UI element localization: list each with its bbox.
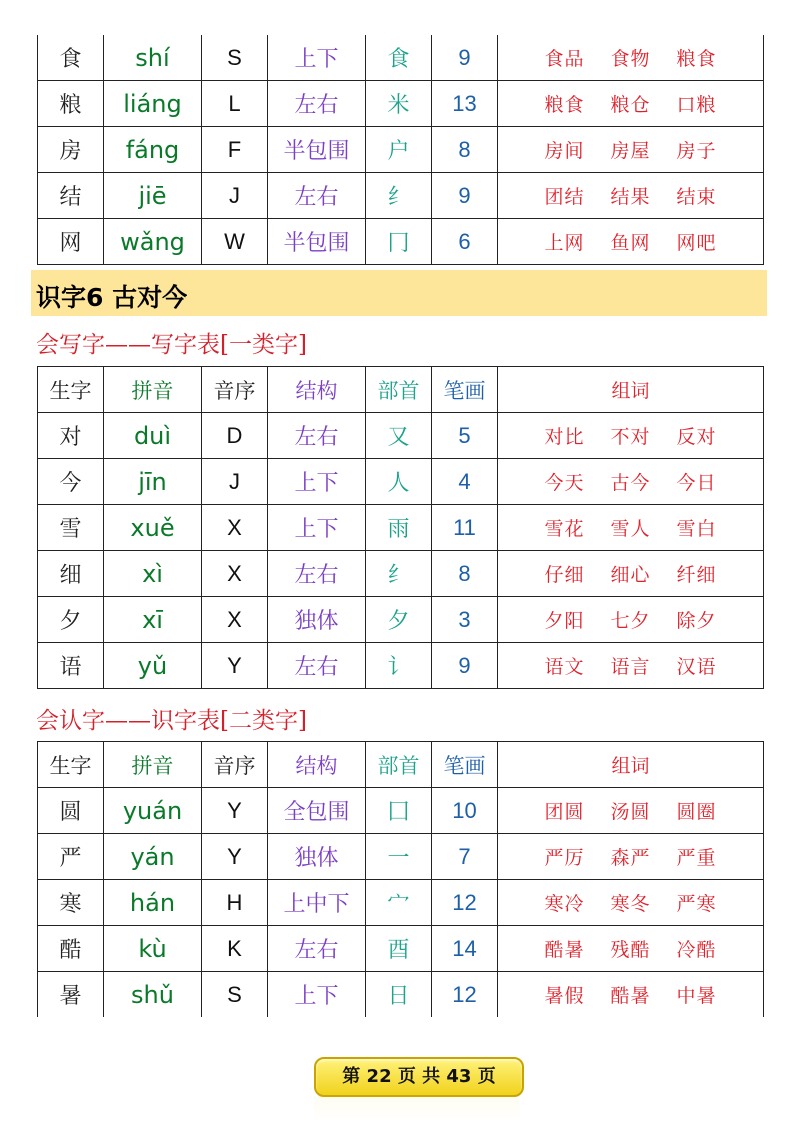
cell-phonetic-order: Y (202, 643, 268, 689)
cell-stroke-count: 9 (432, 35, 498, 81)
cell-pinyin: fáng (104, 127, 202, 173)
cell-phonetic-order: H (202, 880, 268, 926)
header-radical: 部首 (366, 367, 432, 413)
word-item: 今日 (676, 472, 717, 494)
cell-stroke-count: 12 (432, 880, 498, 926)
cell-character: 今 (38, 459, 104, 505)
cell-stroke-count: 8 (432, 551, 498, 597)
header-char: 生字 (38, 367, 104, 413)
top-char-table (37, 35, 764, 265)
word-item: 团圆 (544, 801, 585, 823)
cell-character: 寒 (38, 880, 104, 926)
word-item: 粮仓 (610, 94, 651, 116)
cell-character: 夕 (38, 597, 104, 643)
word-item: 语文 (544, 656, 585, 678)
cell-radical: 又 (366, 413, 432, 459)
header-words: 组词 (498, 742, 764, 788)
word-item: 残酷 (610, 939, 651, 961)
cell-phonetic-order: D (202, 413, 268, 459)
cell-stroke-count: 14 (432, 926, 498, 972)
word-item: 寒冷 (544, 893, 585, 915)
word-item: 七夕 (610, 610, 651, 632)
cell-word-list (498, 35, 764, 81)
header-strokes: 笔画 (432, 367, 498, 413)
cell-structure: 左右 (268, 926, 366, 972)
header-seq: 音序 (202, 742, 268, 788)
word-item: 严重 (676, 847, 717, 869)
cell-phonetic-order: X (202, 505, 268, 551)
cell-structure: 左右 (268, 643, 366, 689)
cell-radical: 日 (366, 972, 432, 1018)
cell-phonetic-order: Y (202, 834, 268, 880)
word-item: 反对 (676, 426, 717, 448)
word-item: 寒冬 (610, 893, 651, 915)
word-item: 森严 (610, 847, 651, 869)
cell-character: 网 (38, 219, 104, 265)
cell-phonetic-order: X (202, 551, 268, 597)
word-item: 房间 (544, 140, 585, 162)
cell-radical: 雨 (366, 505, 432, 551)
word-item: 食物 (610, 48, 651, 70)
cell-word-list (498, 926, 764, 972)
cell-pinyin: yán (104, 834, 202, 880)
word-item: 冷酷 (676, 939, 717, 961)
cell-pinyin: wǎng (104, 219, 202, 265)
cell-character: 雪 (38, 505, 104, 551)
cell-character: 结 (38, 173, 104, 219)
word-item: 结果 (610, 186, 651, 208)
word-item: 今天 (544, 472, 585, 494)
cell-structure: 上下 (268, 35, 366, 81)
word-item: 中暑 (676, 985, 717, 1007)
word-item: 房屋 (610, 140, 651, 162)
cell-radical: 人 (366, 459, 432, 505)
cell-radical: 囗 (366, 788, 432, 834)
cell-radical: 冂 (366, 219, 432, 265)
word-item: 口粮 (676, 94, 717, 116)
cell-structure: 半包围 (268, 219, 366, 265)
cell-pinyin: jiē (104, 173, 202, 219)
header-seq: 音序 (202, 367, 268, 413)
cell-stroke-count: 5 (432, 413, 498, 459)
cell-word-list (498, 127, 764, 173)
cell-character: 酷 (38, 926, 104, 972)
cell-stroke-count: 6 (432, 219, 498, 265)
word-item: 雪花 (544, 518, 585, 540)
word-item: 团结 (544, 186, 585, 208)
table-row (38, 551, 764, 597)
header-structure: 结构 (268, 367, 366, 413)
table-row (38, 127, 764, 173)
word-item: 酷暑 (610, 985, 651, 1007)
cell-word-list (498, 972, 764, 1018)
cell-stroke-count: 11 (432, 505, 498, 551)
page-number-reflection (314, 1095, 520, 1123)
cell-radical: 夕 (366, 597, 432, 643)
cell-pinyin: shǔ (104, 972, 202, 1018)
cell-word-list (498, 880, 764, 926)
section-title-write: 会写字——写字表[一类字] (36, 332, 307, 358)
cell-pinyin: hán (104, 880, 202, 926)
cell-radical: 米 (366, 81, 432, 127)
cell-word-list (498, 834, 764, 880)
cell-radical: 纟 (366, 551, 432, 597)
cell-word-list (498, 81, 764, 127)
cell-word-list (498, 413, 764, 459)
cell-stroke-count: 9 (432, 173, 498, 219)
table-row (38, 880, 764, 926)
cell-structure: 上下 (268, 459, 366, 505)
table-row (38, 834, 764, 880)
table-row (38, 643, 764, 689)
table-header-row (38, 742, 764, 788)
cell-stroke-count: 12 (432, 972, 498, 1018)
table-row (38, 219, 764, 265)
word-item: 纤细 (676, 564, 717, 586)
cell-character: 细 (38, 551, 104, 597)
cell-stroke-count: 7 (432, 834, 498, 880)
cell-structure: 左右 (268, 173, 366, 219)
read-char-table (37, 741, 764, 1017)
word-item: 上网 (544, 232, 585, 254)
table-row (38, 926, 764, 972)
cell-phonetic-order: X (202, 597, 268, 643)
cell-character: 对 (38, 413, 104, 459)
cell-stroke-count: 13 (432, 81, 498, 127)
table-row (38, 173, 764, 219)
write-char-table (37, 366, 764, 689)
cell-word-list (498, 505, 764, 551)
cell-phonetic-order: F (202, 127, 268, 173)
word-item: 圆圈 (676, 801, 717, 823)
header-pinyin: 拼音 (104, 367, 202, 413)
word-item: 语言 (610, 656, 651, 678)
cell-pinyin: xī (104, 597, 202, 643)
cell-word-list (498, 643, 764, 689)
cell-phonetic-order: J (202, 459, 268, 505)
header-char: 生字 (38, 742, 104, 788)
word-item: 房子 (676, 140, 717, 162)
cell-stroke-count: 10 (432, 788, 498, 834)
cell-structure: 上中下 (268, 880, 366, 926)
cell-phonetic-order: W (202, 219, 268, 265)
header-radical: 部首 (366, 742, 432, 788)
cell-word-list (498, 459, 764, 505)
cell-word-list (498, 219, 764, 265)
cell-phonetic-order: Y (202, 788, 268, 834)
cell-stroke-count: 9 (432, 643, 498, 689)
cell-structure: 独体 (268, 834, 366, 880)
cell-radical: 纟 (366, 173, 432, 219)
cell-character: 房 (38, 127, 104, 173)
header-strokes: 笔画 (432, 742, 498, 788)
table-header-row (38, 367, 764, 413)
table-row (38, 505, 764, 551)
cell-structure: 独体 (268, 597, 366, 643)
header-words: 组词 (498, 367, 764, 413)
cell-character: 食 (38, 35, 104, 81)
cell-radical: 酉 (366, 926, 432, 972)
word-item: 不对 (610, 426, 651, 448)
cell-phonetic-order: J (202, 173, 268, 219)
cell-character: 暑 (38, 972, 104, 1018)
table-row (38, 597, 764, 643)
page-number-badge: 第 22 页 共 43 页 (314, 1057, 524, 1097)
cell-word-list (498, 597, 764, 643)
word-item: 网吧 (676, 232, 717, 254)
cell-character: 圆 (38, 788, 104, 834)
table-row (38, 788, 764, 834)
cell-structure: 左右 (268, 81, 366, 127)
cell-phonetic-order: S (202, 972, 268, 1018)
cell-pinyin: xì (104, 551, 202, 597)
cell-pinyin: duì (104, 413, 202, 459)
cell-radical: 一 (366, 834, 432, 880)
cell-structure: 左右 (268, 413, 366, 459)
word-item: 细心 (610, 564, 651, 586)
word-item: 除夕 (676, 610, 717, 632)
cell-structure: 上下 (268, 505, 366, 551)
cell-stroke-count: 4 (432, 459, 498, 505)
word-item: 夕阳 (544, 610, 585, 632)
word-item: 粮食 (544, 94, 585, 116)
cell-structure: 左右 (268, 551, 366, 597)
cell-structure: 全包围 (268, 788, 366, 834)
word-item: 结束 (676, 186, 717, 208)
table-row (38, 413, 764, 459)
table-row (38, 35, 764, 81)
cell-pinyin: jīn (104, 459, 202, 505)
word-item: 对比 (544, 426, 585, 448)
table-row (38, 81, 764, 127)
word-item: 鱼网 (610, 232, 651, 254)
header-pinyin: 拼音 (104, 742, 202, 788)
cell-stroke-count: 3 (432, 597, 498, 643)
cell-character: 粮 (38, 81, 104, 127)
word-item: 雪白 (676, 518, 717, 540)
cell-pinyin: xuě (104, 505, 202, 551)
word-item: 粮食 (676, 48, 717, 70)
cell-structure: 半包围 (268, 127, 366, 173)
cell-structure: 上下 (268, 972, 366, 1018)
cell-pinyin: shí (104, 35, 202, 81)
cell-radical: 宀 (366, 880, 432, 926)
cell-pinyin: kù (104, 926, 202, 972)
cell-radical: 户 (366, 127, 432, 173)
cell-phonetic-order: L (202, 81, 268, 127)
cell-radical: 食 (366, 35, 432, 81)
word-item: 酷暑 (544, 939, 585, 961)
table-row (38, 972, 764, 1018)
cell-stroke-count: 8 (432, 127, 498, 173)
cell-phonetic-order: S (202, 35, 268, 81)
cell-pinyin: yǔ (104, 643, 202, 689)
word-item: 暑假 (544, 985, 585, 1007)
cell-word-list (498, 551, 764, 597)
cell-character: 语 (38, 643, 104, 689)
word-item: 严厉 (544, 847, 585, 869)
word-item: 汉语 (676, 656, 717, 678)
word-item: 古今 (610, 472, 651, 494)
cell-phonetic-order: K (202, 926, 268, 972)
cell-character: 严 (38, 834, 104, 880)
cell-radical: 讠 (366, 643, 432, 689)
word-item: 严寒 (676, 893, 717, 915)
section-title-read: 会认字——识字表[二类字] (36, 708, 307, 734)
cell-word-list (498, 788, 764, 834)
cell-word-list (498, 173, 764, 219)
header-structure: 结构 (268, 742, 366, 788)
word-item: 食品 (544, 48, 585, 70)
lesson-title: 识字6 古对今 (36, 283, 188, 312)
table-row (38, 459, 764, 505)
word-item: 汤圆 (610, 801, 651, 823)
word-item: 雪人 (610, 518, 651, 540)
cell-pinyin: liáng (104, 81, 202, 127)
cell-pinyin: yuán (104, 788, 202, 834)
word-item: 仔细 (544, 564, 585, 586)
